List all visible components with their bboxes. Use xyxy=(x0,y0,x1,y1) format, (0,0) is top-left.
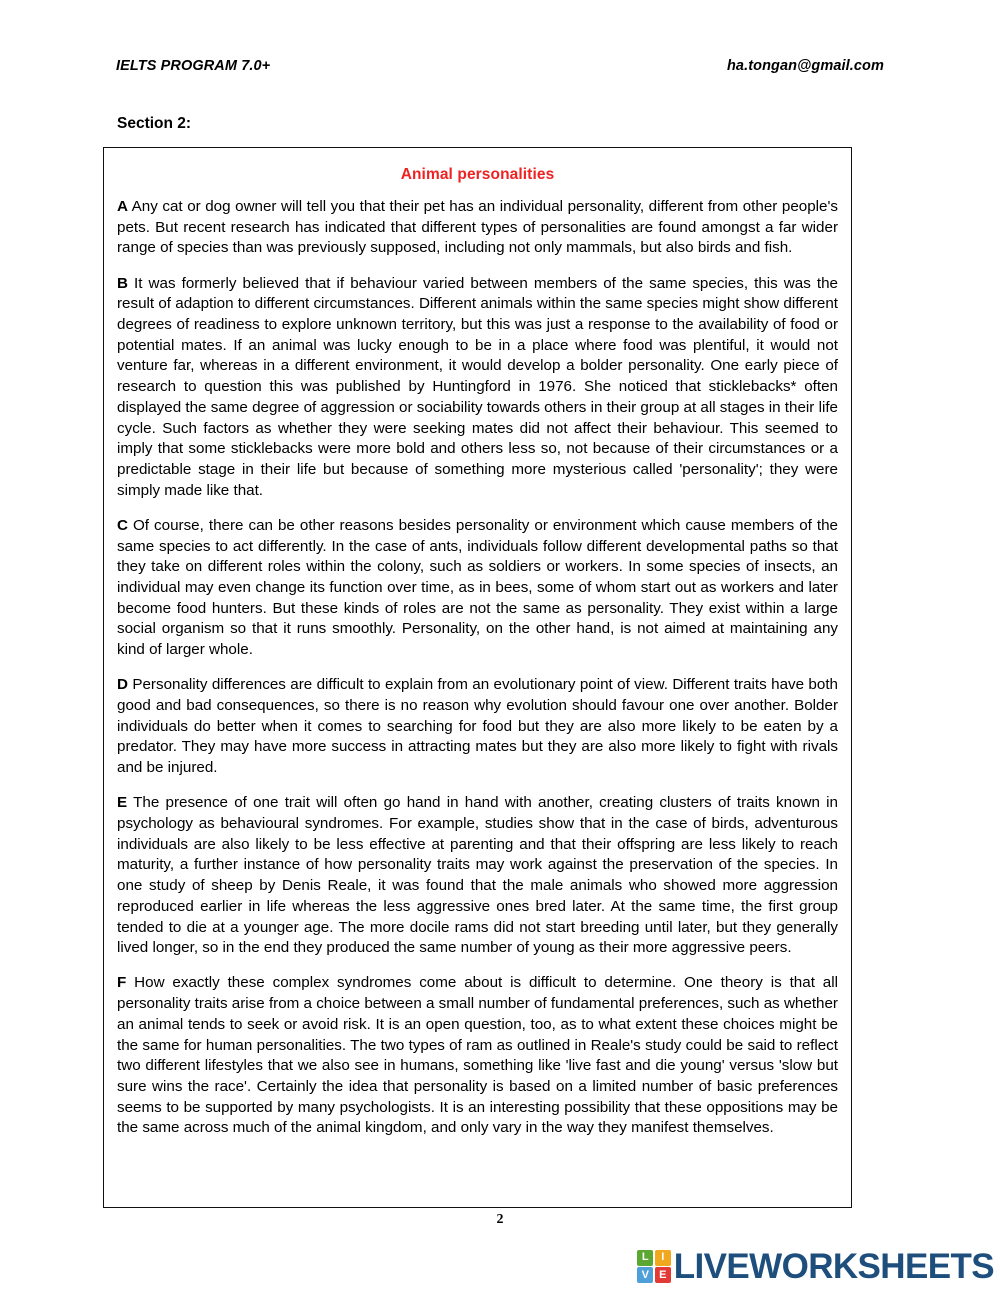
paragraph-letter: C xyxy=(117,516,128,534)
passage-body xyxy=(117,197,838,1139)
page-number: 2 xyxy=(496,1212,504,1227)
document-header xyxy=(116,58,884,74)
paragraph-text: The presence of one trait will often go hand in hand with another, creating clusters of traits known in psychology as behavioural syndromes. For example, studies show that in the case of birds, adventurous individuals are also likely to be less effective at parenting and that their offspring are less likely to reach maturity, a further instance of how personality traits may work against the preservation of the species. In one study of sheep by Denis Reale, it was found that the male animals who showed more aggression reproduced earlier in life whereas the less aggressive ones bred later. At the same time, the first group tended to die at a younger age. The more docile rams did not start breeding until later, but they generally lived longer, so in the end they produced the same number of young as their more aggressive peers. xyxy=(117,794,838,957)
paragraph-letter: D xyxy=(117,676,128,694)
paragraph-letter: F xyxy=(117,974,127,992)
reading-passage-box xyxy=(103,147,852,1208)
paragraph-letter: B xyxy=(117,274,128,292)
paragraph-text: It was formerly believed that if behaviour varied between members of the same species, this was the result of adaption to different circumstances. Different animals within the same species might show different degrees of readiness to explore unknown territory, but this was just a response to the availability of food or potential mates. If an animal was lucky enough to be in a place where food was plentiful, it would not venture far, whereas in a different environment, it would develop a bolder personality. One early piece of research to question this was published by Huntingford in 1976. She noticed that sticklebacks* often displayed the same degree of aggression or sociability towards others in their group at all stages in their life cycle. Such factors as whether they were seeking mates did not affect their behaviour. This seemed to imply that some sticklebacks were more bold and others less so, not because of their circumstances or a predictable stage in their life but because of something more mysterious called 'personality'; they were simply made like that. xyxy=(117,274,838,499)
passage-paragraph xyxy=(117,274,838,502)
passage-paragraph xyxy=(117,516,838,661)
paragraph-text: How exactly these complex syndromes come about is difficult to determine. One theory is that all personality traits arise from a choice between a small number of fundamental preferences, such as whether an animal tends to seek or avoid risk. It is an open question, too, as to what extent these choices might be the same for human personalities. The two types of ram as outlined in Reale's study could be said to reflect two different lifestyles that we also see in humans, something like 'live fast and die young' versus 'slow but sure wins the race'. Certainly the idea that personality is based on a limited number of basic preferences seems to be supported by many psychologists. It is an interesting possibility that these oppositions may be the same across much of the animal kingdom, and only vary in the way they manifest themselves. xyxy=(117,974,838,1137)
paragraph-text: Of course, there can be other reasons besides personality or environment which cause members of the same species to act differently. In the case of ants, individuals follow different developmental paths so that they take on different roles within the colony, such as soldiers or workers. In some species of insects, an individual may even change its function over time, as in bees, some of whom start out as workers and later become food hunters. But these kinds of roles are not the same as personality. They exist within a large social organism so that it runs smoothly. Personality, on the other hand, is not aimed at maintaining any kind of larger whole. xyxy=(117,516,838,659)
logo-tile-i: I xyxy=(655,1250,671,1266)
logo-tile-l: L xyxy=(637,1250,653,1266)
passage-paragraph xyxy=(117,675,838,779)
logo-tile-e: E xyxy=(655,1267,671,1283)
passage-paragraph xyxy=(117,973,838,1139)
program-title: IELTS PROGRAM 7.0+ xyxy=(116,58,271,74)
logo-tiles xyxy=(637,1250,671,1284)
section-label: Section 2: xyxy=(117,115,192,132)
author-email: ha.tongan@gmail.com xyxy=(726,58,884,74)
logo-tile-v: V xyxy=(637,1267,653,1283)
passage-paragraph xyxy=(117,793,838,959)
logo-wordmark: LIVEWORKSHEETS xyxy=(673,1247,994,1286)
liveworksheets-logo xyxy=(637,1249,994,1284)
paragraph-letter: A xyxy=(117,198,128,215)
paragraph-letter: E xyxy=(117,794,128,812)
passage-title: Animal personalities xyxy=(400,166,555,183)
passage-paragraph xyxy=(117,197,838,259)
paragraph-text: Personality differences are difficult to explain from an evolutionary point of view. Different traits have both good and bad consequences, so there is no reason why evolution should favour one over another. Bolder individuals do better when it comes to searching for food but they are also more likely to be eaten by a predator. They may have more success in attracting mates but they are also more likely to fight with rivals and be injured. xyxy=(117,676,838,777)
paragraph-text: Any cat or dog owner will tell you that their pet has an individual personality, different from other people's pets. But recent research has indicated that different types of personalities are found amongst a far wider range of species than was previously supposed, including not only mammals, but also birds and fish. xyxy=(117,198,838,257)
